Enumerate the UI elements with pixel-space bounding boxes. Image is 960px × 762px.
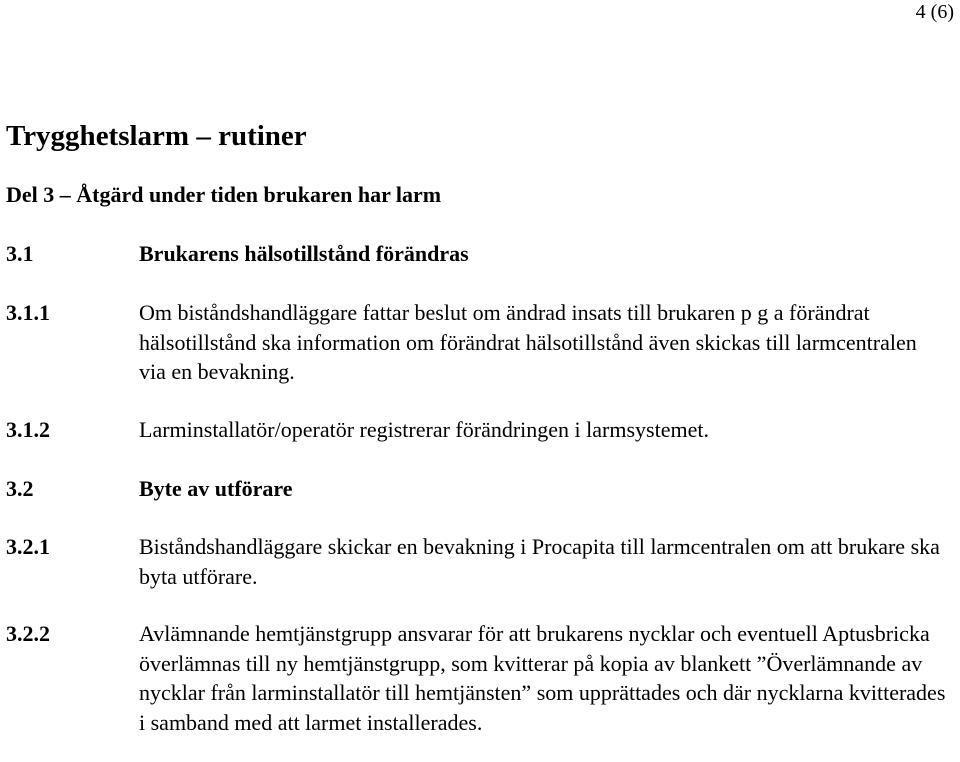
item-text: Om biståndshandläggare fattar beslut om ändrad insats till brukaren p g a förändrat hälsotillstånd ska information om förändrat hälsotillstånd även skickas till larmcentralen via en bevakning. [139,300,917,384]
list-item [6,532,946,591]
item-number: 3.2.2 [6,621,50,646]
item-number: 3.1.1 [6,300,50,325]
item-number: 3.1.2 [6,417,50,442]
item-text: Larminstallatör/operatör registrerar förändringen i larmsystemet. [139,417,709,442]
document-title: Trygghetslarm – rutiner [6,120,307,152]
section-number: 3.2 [6,476,34,501]
item-text: Avlämnande hemtjänstgrupp ansvarar för att brukarens nycklar och eventuell Aptusbricka överlämnas till ny hemtjänstgrupp, som kvitterar på kopia av blankett ”Överlämnande av nycklar från larminstallatör till hemtjänsten” som upprättades och där nycklarna kvitterades i samband med att larmet installerades. [139,621,946,735]
section-title: Byte av utförare [139,476,293,501]
item-number: 3.2.1 [6,534,50,559]
page-number: 4 (6) [915,1,954,23]
part-title: Del 3 – Åtgärd under tiden brukaren har larm [6,182,442,207]
list-item [6,415,946,445]
list-item [6,619,946,737]
section-number: 3.1 [6,241,34,266]
list-item [6,298,946,387]
item-text: Biståndshandläggare skickar en bevakning i Procapita till larmcentralen om att brukare ska byta utförare. [139,534,940,589]
section-title: Brukarens hälsotillstånd förändras [139,241,469,266]
